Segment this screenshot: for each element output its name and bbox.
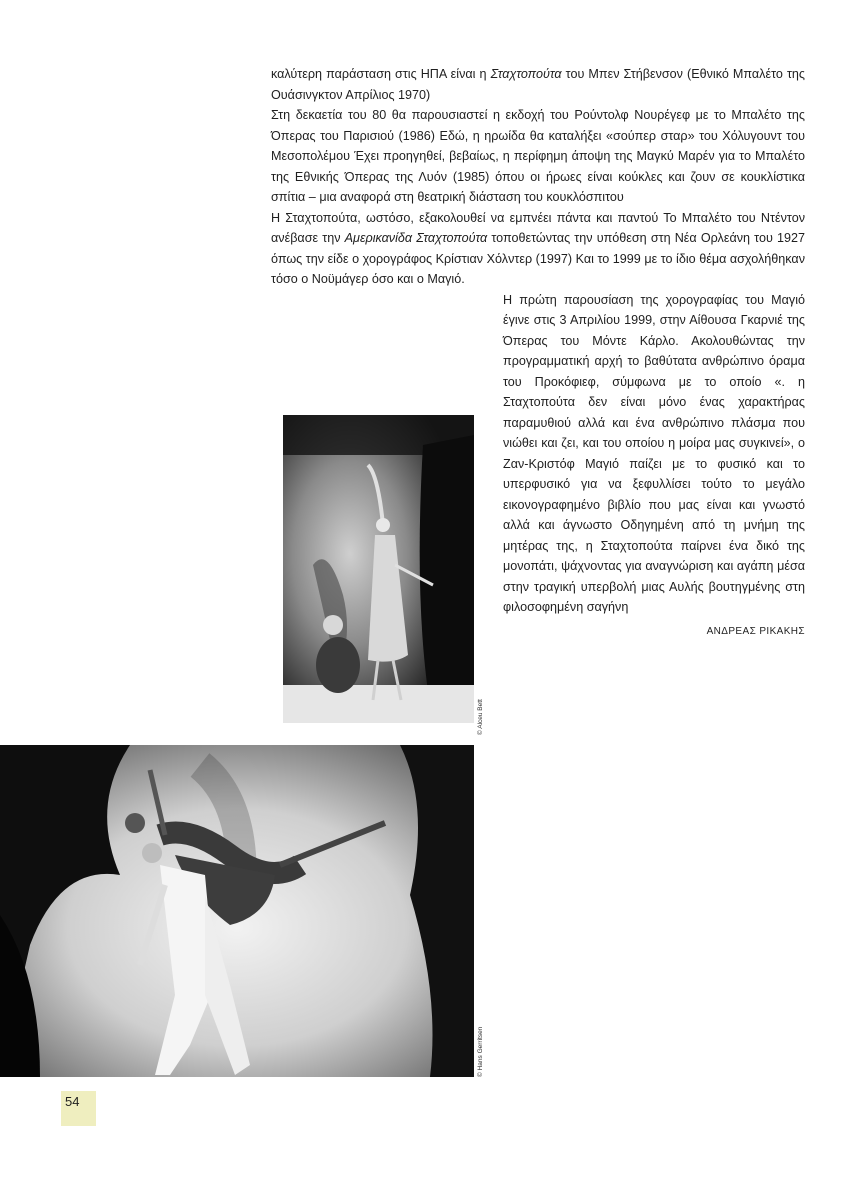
author-signature: ΑΝΔΡΕΑΣ ΡΙΚΑΚΗΣ [706,625,805,637]
paragraph [271,290,805,618]
photo-wrap-spacer [271,331,493,617]
dance-photo-lift [0,745,474,1077]
photo-credit: © Hans Gerritsen [477,1026,484,1077]
text-run: καλύτερη παράσταση στις ΗΠΑ είναι η [271,67,491,81]
page-number: 54 [61,1091,96,1126]
article-body [271,64,805,642]
paragraph [271,208,805,290]
photo-credit: © Alceu Bett [477,699,484,735]
work-title: Σταχτοπούτα [490,67,562,81]
text-run: του Μπεν Στήβενσον (Εθνικό Μπαλέτο της Ουάσινγκτον Απρίλιος 1970) [271,67,805,102]
work-title: Αμερικανίδα Σταχτοπούτα [344,231,488,245]
paragraph [271,64,805,105]
text-run: τοποθετώντας την υπόθεση στη Νέα Ορλεάνη του 1927 όπως την είδε ο χορογράφος Κρίστιαν Χόλντερ (1997) Και το 1999 με το ίδιο θέμα ασχολήθηκαν τόσο ο Νοϋμάγερ όσο και ο Μαγιό. [271,231,805,286]
text-run: Η πρώτη παρουσίαση της χορογραφίας του Μαγιό έγινε στις 3 Απριλίου 1999, στην Αίθουσα Γκαρνιέ της Όπερας του Μόντε Κάρλο. Ακολουθώντας την προγραμματική αρχή το βαθύτατα ανθρώπινο όραμα του Προκόφιεφ, σύμφωνα με το οποίο «. η Σταχτοπούτα δεν είναι μόνο ένας χαρακτήρας παραμυθιού αλλά και ένα ανθρώπινο πλάσμα που νιώθει και ζει, και του οποίου η μοίρα μας συγκινεί», ο Ζαν-Κριστόφ Μαγιό παίζει με το φυσικό και το υπερφυσικό για να ξεφυλλίσει τούτο το μεγάλο εικονογραφημένο βιβλίο που μας είναι και γνωστό αλλά και άγνωστο Οδηγημένη από τη μνήμη της μητέρας της, η Σταχτοπούτα παίρνει ένα δικό της μονοπάτι, ψάχνοντας για αναγνώριση και αγάπη μέσα στην τραγική υπερβολή μιας Αυλής βουτηγμένης στη φιλοσοφημένη σαγήνη [503,292,805,614]
paragraph: Στη δεκαετία του 80 θα παρουσιαστεί η εκδοχή του Ρούντολφ Νουρέγεφ με το Μπαλέτο της Όπερας του Παρισιού (1986) Εδώ, η ηρωίδα θα καταλήξει «σούπερ σταρ» του Χόλυγουντ του Μεσοπολέμου Έχει προηγηθεί, βεβαίως, η περίφημη άποψη της Μαγκύ Μαρέν για το Μπαλέτο της Εθνικής Όπερας της Λυόν (1985) όπου οι ήρωες είναι κούκλες και ζουν σε κουκλίστικα σπίτια – μια αναφορά στη θεατρική διάσταση του κουκλόσπιτου [271,108,805,204]
text-run: Η Σταχτοπούτα, ωστόσο, εξακολουθεί να εμπνέει πάντα και παντού Το Μπαλέτο του Ντέντον ανέβασε την [271,210,805,245]
